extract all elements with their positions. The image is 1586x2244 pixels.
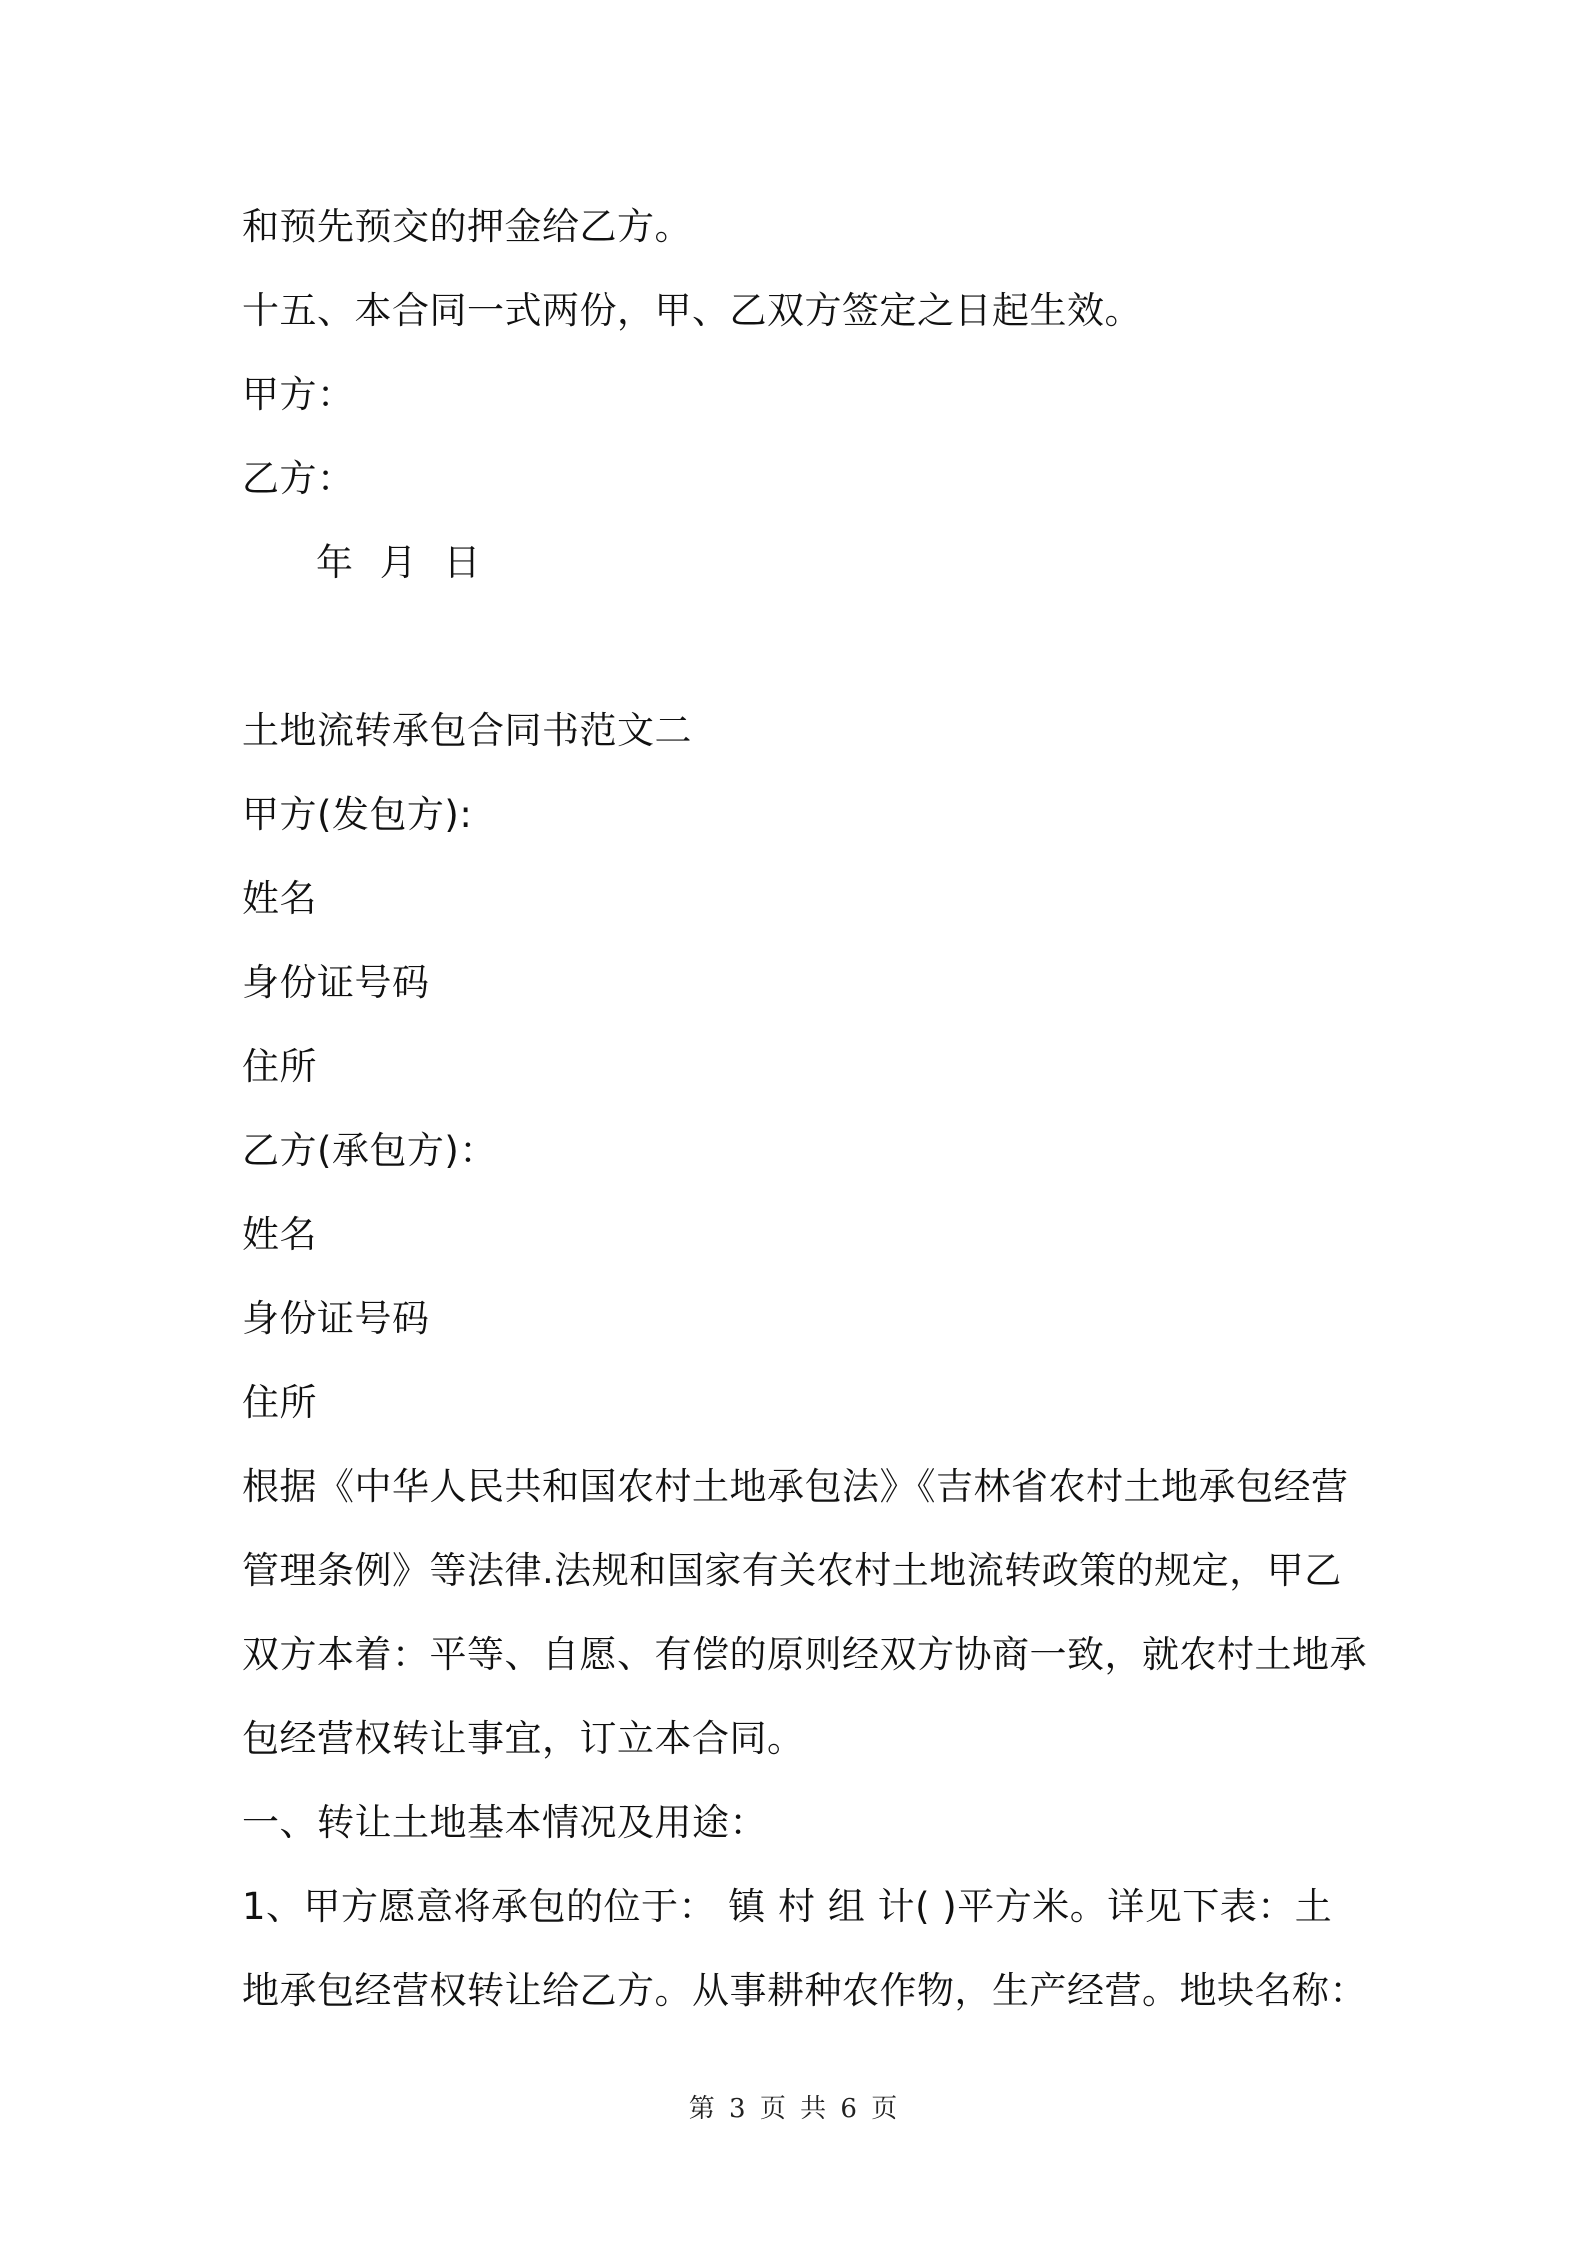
- preamble-line: 包经营权转让事宜，订立本合同。: [242, 1717, 805, 1760]
- page-number: 第 3 页 共 6 页: [688, 2094, 898, 2124]
- preamble-line: 管理条例》等法律.法规和国家有关农村土地流转政策的规定，甲乙: [242, 1549, 1342, 1592]
- party-b-name-label: 姓名: [242, 1213, 317, 1256]
- party-b-id-label: 身份证号码: [242, 1297, 430, 1340]
- article-one-heading: 一、转让土地基本情况及用途：: [242, 1801, 767, 1844]
- date-line: 年 月 日: [316, 541, 482, 584]
- party-a-address-label: 住所: [242, 1045, 317, 1088]
- text-line: 和预先预交的押金给乙方。: [242, 205, 692, 248]
- article-one-item-line: 地承包经营权转让给乙方。从事耕种农作物，生产经营。地块名称：: [242, 1969, 1367, 2012]
- party-a-id-label: 身份证号码: [242, 961, 430, 1004]
- preamble-line: 根据《中华人民共和国农村土地承包法》《吉林省农村土地承包经营: [242, 1465, 1349, 1508]
- section-title: 土地流转承包合同书范文二: [242, 709, 692, 752]
- party-b-address-label: 住所: [242, 1381, 317, 1424]
- clause-fifteen: 十五、本合同一式两份，甲、乙双方签定之日起生效。: [242, 289, 1142, 332]
- preamble-line: 双方本着：平等、自愿、有偿的原则经双方协商一致，就农村土地承: [242, 1633, 1367, 1676]
- party-b-heading: 乙方(承包方)：: [242, 1129, 497, 1172]
- party-b-signature-label: 乙方：: [242, 457, 355, 500]
- party-a-name-label: 姓名: [242, 877, 317, 920]
- party-a-signature-label: 甲方：: [242, 373, 355, 416]
- party-a-heading: 甲方(发包方):: [242, 793, 473, 836]
- article-one-item-line: 1、甲方愿意将承包的位于： 镇 村 组 计( )平方米。详见下表：土: [242, 1885, 1333, 1928]
